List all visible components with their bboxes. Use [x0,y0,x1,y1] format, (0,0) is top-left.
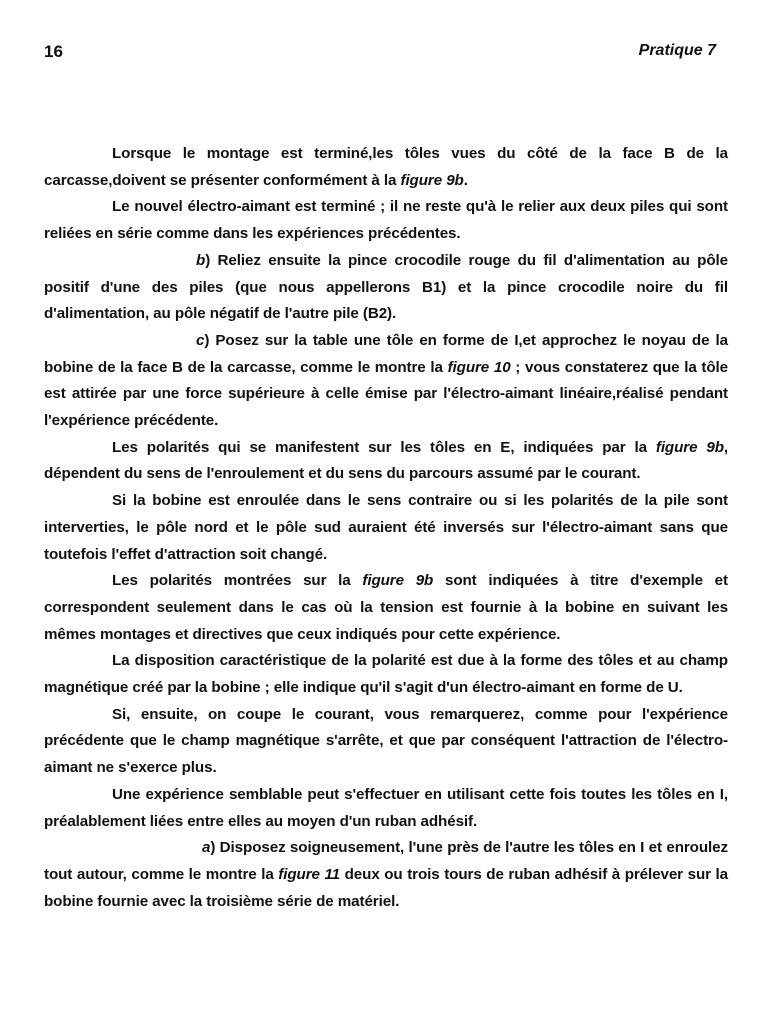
paragraph [44,194,728,247]
figure-reference: figure 9b [400,171,464,189]
figure-reference: figure 10 [447,358,511,376]
text-run: Les polarités montrées sur la [112,572,363,590]
text-run: Les polarités qui se manifestent sur les tôles en E, indiquées par la [112,438,656,456]
text-run: . [463,171,468,189]
figure-reference: c [196,331,205,349]
text-run: ; vous constaterez que la tôle est attirée par une force supérieure à celle émise par l'électro-aimant linéaire,réalisé pendant l'expérience précédente. [44,358,729,430]
figure-reference: figure 11 [278,865,341,883]
text-run: ) Disposez soigneusement, l'une près de l'autre les tôles en I et enroulez tout autour, comme le montre la [44,839,728,883]
running-title: Pratique 7 [638,42,716,59]
paragraph [44,435,728,488]
text-run: Si, ensuite, on coupe le courant, vous remarquerez, comme pour l'expérience précédente que le champ magnétique s'arrête, et que par conséquent l'attraction de l'électro-aimant ne s'exerce plus. [44,705,728,777]
text-run: , dépendent du sens de l'enroulement et du sens du parcours assumé par le courant. [44,438,728,483]
paragraph [44,568,728,648]
text-run: La disposition caractéristique de la polarité est due à la forme des tôles et au champ magnétique créé par la bobine ; elle indique qu'il s'agit d'un électro-aimant en forme de U. [44,652,728,697]
text-run: Lorsque le montage est terminé,les tôles vues du côté de la face B de la carcasse,doivent se présenter conformément à la [44,145,728,189]
paragraph [44,648,728,701]
paragraph [44,248,728,328]
paragraph [44,328,728,435]
body-text [44,141,728,915]
figure-reference: a [202,839,211,857]
paragraph [44,835,728,915]
page-header [44,42,718,68]
paragraph [44,141,728,194]
text-run: ) Posez sur la table une tôle en forme de I,et approchez le noyau de la bobine de la face B de la carcasse, comme le montre la [44,331,728,376]
figure-reference: b [196,251,206,269]
paragraph [44,782,728,835]
text-run: Si la bobine est enroulée dans le sens contraire ou si les polarités de la pile sont interverties, le pôle nord et le pôle sud auraient été inversés sur l'électro-aimant sans que toutefois l'effet d'attraction soit changé. [44,492,728,563]
paragraph [44,488,728,568]
text-run: Une expérience semblable peut s'effectuer en utilisant cette fois toutes les tôles en I, préalablement liées entre elles au moyen d'un ruban adhésif. [44,785,728,830]
text-run: ) Reliez ensuite la pince crocodile rouge du fil d'alimentation au pôle positif d'une des piles (que nous appellerons B1) et la pince crocodile noire du fil d'alimentation, au pôle négatif de l'autre pile (B2). [44,251,728,323]
text-run: deux ou trois tours de ruban adhésif à prélever sur la bobine fournie avec la troisième série de matériel. [44,865,728,910]
figure-reference: figure 9b [655,438,724,456]
text-run: sont indiquées à titre d'exemple et correspondent seulement dans le cas où la tension est fournie à la bobine en suivant les mêmes montages et directives que ceux indiqués pour cette expérience. [44,572,728,643]
page-number: 16 [44,42,63,61]
text-run: Le nouvel électro-aimant est terminé ; il ne reste qu'à le relier aux deux piles qui sont reliées en série comme dans les expériences précédentes. [44,198,728,243]
paragraph [44,702,728,782]
figure-reference: figure 9b [362,572,434,590]
